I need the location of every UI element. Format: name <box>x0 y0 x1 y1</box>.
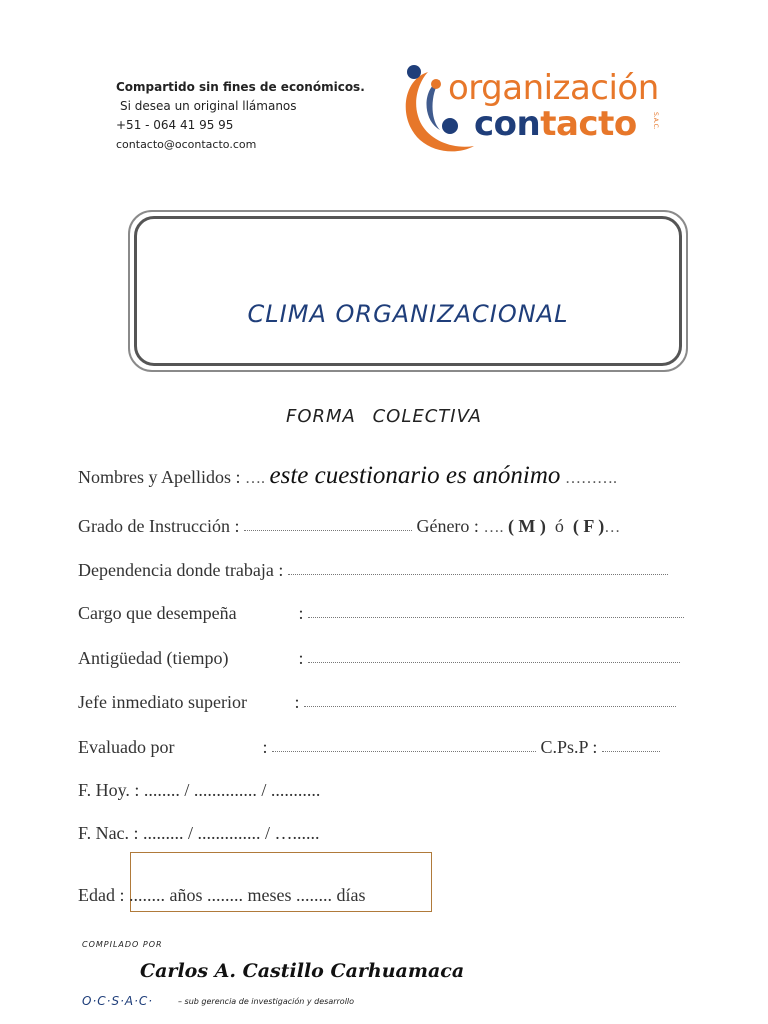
colon-jefe: : <box>294 692 300 712</box>
row-grado-genero <box>78 516 620 537</box>
genero-option-m[interactable]: ( M ) <box>507 516 546 536</box>
genero-option-f[interactable]: ( F ) <box>572 516 605 536</box>
header-phone: +51 - 064 41 95 95 <box>116 118 234 132</box>
row-fecha-nacimiento[interactable]: F. Nac. : ......... / .............. / …...... <box>78 823 320 843</box>
logo-tacto: tacto <box>540 104 637 144</box>
genero-trail-dots: … <box>604 519 621 536</box>
cargo-field[interactable] <box>308 611 684 618</box>
label-antiguedad: Antigüedad (tiempo) <box>78 648 229 668</box>
row-nombres <box>78 462 617 490</box>
nombres-value: este cuestionario es anónimo <box>269 462 561 489</box>
document-subtitle: FORMA COLECTIVA <box>285 406 482 427</box>
genero-or: ó <box>554 516 564 536</box>
header-email: contacto@ocontacto.com <box>116 138 257 151</box>
label-jefe: Jefe inmediato superior <box>78 692 247 712</box>
row-fecha-hoy[interactable]: F. Hoy. : ........ / .............. / ........... <box>78 780 321 800</box>
row-evaluado <box>78 737 660 758</box>
header-line-1: Compartido sin fines de económicos. <box>116 80 365 94</box>
jefe-field[interactable] <box>304 700 676 707</box>
grado-field[interactable] <box>244 524 412 531</box>
genero-lead-dots: …. <box>483 519 504 536</box>
dependencia-field[interactable] <box>288 568 668 575</box>
label-grado: Grado de Instrucción : <box>78 516 240 536</box>
label-nombres: Nombres y Apellidos : <box>78 467 241 487</box>
antiguedad-field[interactable] <box>308 656 680 663</box>
compiled-by-label: COMPILADO POR <box>82 940 163 949</box>
colon-antiguedad: : <box>298 648 304 668</box>
label-cpsp: C.Ps.P : <box>540 737 598 757</box>
header-line-2: Si desea un original llámanos <box>120 99 297 113</box>
label-evaluado: Evaluado por <box>78 737 175 757</box>
logo-word-organizacion: organización <box>448 68 659 108</box>
row-edad[interactable]: Edad : ........ años ........ meses ........ días <box>78 885 366 905</box>
nombres-trail-dots: ………. <box>564 470 617 487</box>
nombres-lead-dots: …. <box>245 470 265 487</box>
row-jefe <box>78 692 676 713</box>
evaluado-field[interactable] <box>272 745 536 752</box>
row-dependencia <box>78 560 668 581</box>
logo-sac: S.A.C. <box>652 112 659 130</box>
row-cargo <box>78 603 684 624</box>
label-cargo: Cargo que desempeña <box>78 603 237 623</box>
logo-word-contacto <box>474 104 637 144</box>
header-info <box>116 78 365 154</box>
ocsac-label: O·C·S·A·C· <box>82 994 154 1008</box>
colon-cargo: : <box>298 603 304 623</box>
colon-evaluado: : <box>262 737 268 757</box>
row-antiguedad <box>78 648 680 669</box>
author-name: Carlos A. Castillo Carhuamaca <box>140 960 465 982</box>
label-genero: Género : <box>416 516 479 536</box>
logo-con: con <box>474 104 541 144</box>
label-dependencia: Dependencia donde trabaja : <box>78 560 284 580</box>
cpsp-field[interactable] <box>602 745 660 752</box>
subgerencia-label: – sub gerencia de investigación y desarrollo <box>178 997 355 1006</box>
document-title: CLIMA ORGANIZACIONAL <box>247 300 569 328</box>
title-frame-inner <box>134 216 682 366</box>
